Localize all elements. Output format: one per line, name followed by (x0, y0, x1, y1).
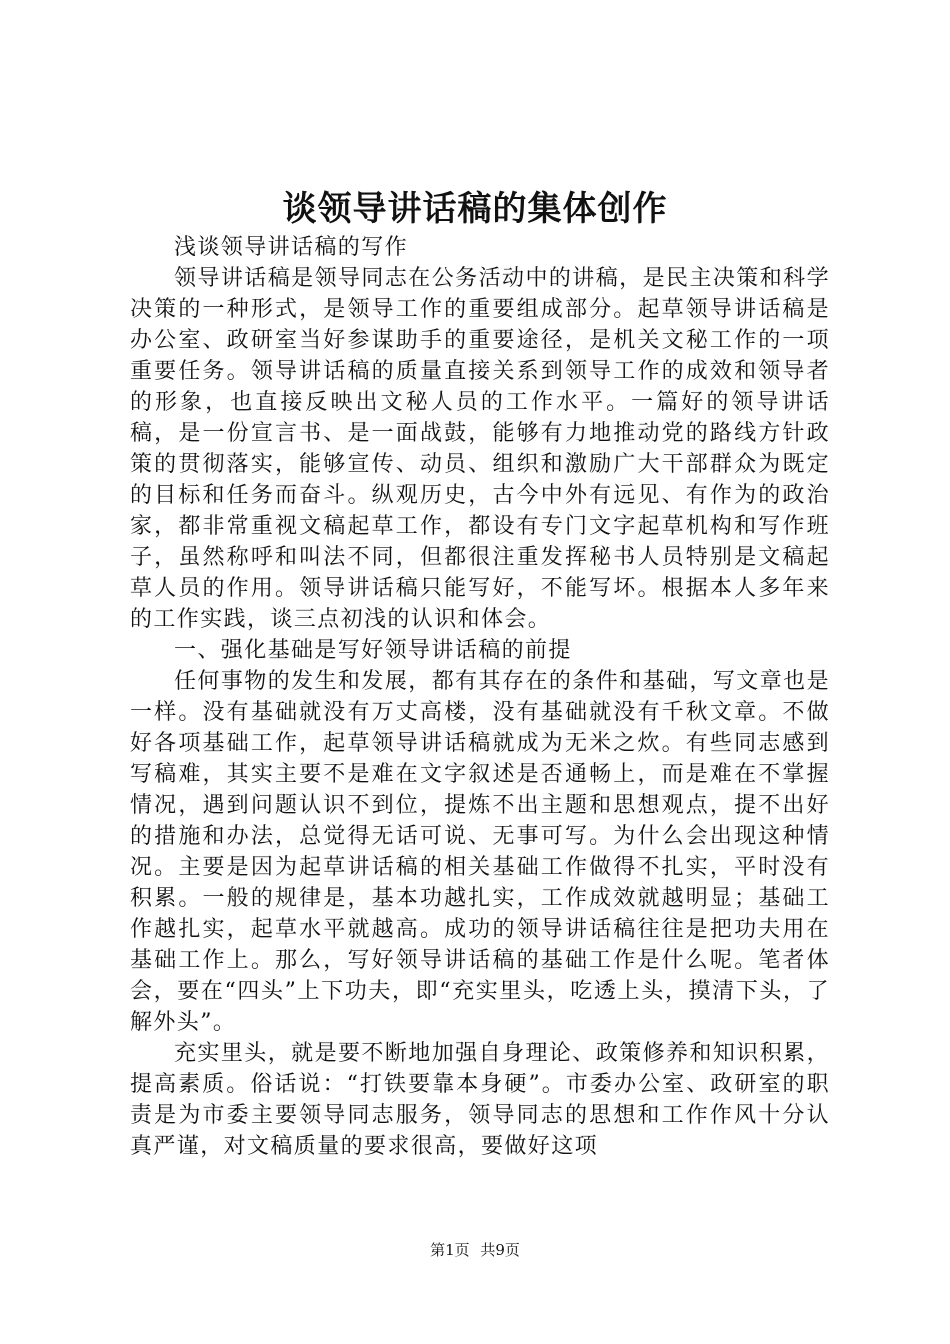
page-total: 共9页 (480, 1241, 520, 1259)
document-title: 谈领导讲话稿的集体创作 (282, 189, 668, 229)
page-number: 第1页 (430, 1241, 470, 1259)
document-body (130, 232, 830, 1162)
paragraph-subtitle: 浅谈领导讲话稿的写作 (174, 235, 409, 260)
section-heading-1: 一、强化基础是写好领导讲话稿的前提 (174, 638, 572, 663)
paragraph-enrich-inside: 充实里头，就是要不断地加强自身理论、政策修养和知识积累，提高素质。俗话说：“打铁要靠本身硬”。市委办公室、政研室的职责是为市委主要领导同志服务，领导同志的思想和工作作风十分认真严谨，对文稿质量的要求很高，要做好这项 (130, 1041, 830, 1159)
paragraph-foundation: 任何事物的发生和发展，都有其存在的条件和基础，写文章也是一样。没有基础就没有万丈高楼，没有基础就没有千秋文章。不做好各项基础工作，起草领导讲话稿就成为无米之炊。有些同志感到写稿难，其实主要不是难在文字叙述是否通畅上，而是难在不掌握情况，遇到问题认识不到位，提炼不出主题和思想观点，提不出好的措施和办法，总觉得无话可说、无事可写。为什么会出现这种情况。主要是因为起草讲话稿的相关基础工作做得不扎实，平时没有积累。一般的规律是，基本功越扎实，工作成效就越明显；基础工作越扎实，起草水平就越高。成功的领导讲话稿往往是把功夫用在基础工作上。那么，写好领导讲话稿的基础工作是什么呢。笔者体会，要在“四头”上下功夫，即“充实里头，吃透上头，摸清下头，了解外头”。 (130, 669, 830, 1035)
page-footer (0, 1240, 950, 1260)
paragraph-intro: 领导讲话稿是领导同志在公务活动中的讲稿，是民主决策和科学决策的一种形式，是领导工作的重要组成部分。起草领导讲话稿是办公室、政研室当好参谋助手的重要途径，是机关文秘工作的一项重要任务。领导讲话稿的质量直接关系到领导工作的成效和领导者的形象，也直接反映出文秘人员的工作水平。一篇好的领导讲话稿，是一份宣言书、是一面战鼓，能够有力地推动党的路线方针政策的贯彻落实，能够宣传、动员、组织和激励广大干部群众为既定的目标和任务而奋斗。纵观历史，古今中外有远见、有作为的政治家，都非常重视文稿起草工作，都设有专门文字起草机构和写作班子，虽然称呼和叫法不同，但都很注重发挥秘书人员特别是文稿起草人员的作用。领导讲话稿只能写好，不能写坏。根据本人多年来的工作实践，谈三点初浅的认识和体会。 (130, 266, 830, 632)
